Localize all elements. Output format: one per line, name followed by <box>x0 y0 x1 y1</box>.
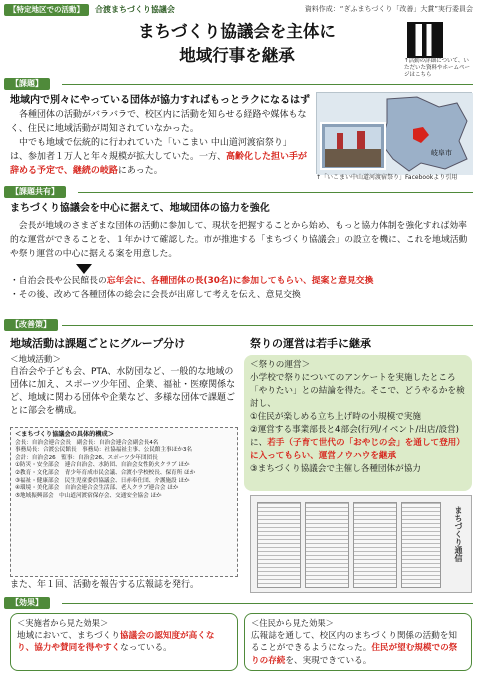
festival-item-2-text: ②運営する事業部長と4部会(行列/イベント/出店/設営)に、 <box>250 425 460 448</box>
structure-line: 会計：自治会26 監事：自治会26、スポーツ少年団団長 <box>15 454 158 461</box>
newsletter-title: まちづくり通信 <box>454 506 463 562</box>
qr-note: ↑活動の詳細について、いただいた資料やホームページはこちら <box>404 58 471 78</box>
effect-section <box>4 597 473 673</box>
issue-body-1: 各種団体の活動がバラバラで、校区内に活動を知らせる経路や媒体もなく、住民に地域活動が周知されていなかった。 <box>10 110 307 134</box>
effect-residents-subtitle: ＜住民から見た効果＞ <box>251 618 334 628</box>
effect-left-end: なっている。 <box>120 643 172 653</box>
structure-line: ③福祉・健康部会 民生児童委員協議会、日赤奉仕団、介護施設 ほか <box>15 477 190 484</box>
community-subtitle: ＜地域活動＞ <box>10 355 62 365</box>
effect-left-highlight: 協議会の認知度が高くなり、協力や賛同を得やすく <box>17 630 215 653</box>
effect-implementer-subtitle: ＜実施者から見た効果＞ <box>17 618 109 628</box>
issue-body-2 <box>10 136 308 178</box>
effect-residents-body <box>251 630 465 668</box>
title-line-2: 地域行事を継承 <box>179 46 295 65</box>
structure-line: ④環境・美化部会 自治会連合会生活部、老人クラブ連合会 ほか <box>15 485 179 492</box>
structure-line: ⑤地域振興部会 中山道河渡宿保存会、交通安全協会 ほか <box>15 492 162 499</box>
newsletter-page <box>353 502 397 588</box>
festival-body: 小学校で祭りについてのアンケートを実施したところ「やりたい」との結論を得た。そこで、どうやるかを検討し、 <box>250 373 465 409</box>
issue-body-end: にあった。 <box>117 166 163 176</box>
sharing-bullet-2: ・その後、改めて各種団体の総会に会長が出席して考えを伝え、意見交換 <box>10 290 301 300</box>
bullet-1-text: ・自治会長や公民館長の <box>10 276 107 286</box>
festival-item-3: ③まちづくり協議会で主催し各種団体が協力 <box>250 464 421 474</box>
newsletter-image <box>250 495 472 593</box>
page-title <box>118 20 356 72</box>
council-name: 合渡まちづくり協議会 <box>95 4 175 14</box>
effect-right-text: 広報誌を通して、校区内のまちづくり関係の活動を知ることができるようになった。 <box>251 630 457 653</box>
council-structure-box <box>10 427 238 577</box>
newsletter-page <box>257 502 301 588</box>
top-bar <box>4 3 473 17</box>
divider <box>62 603 473 604</box>
divider <box>62 325 473 326</box>
divider <box>78 192 473 193</box>
left-heading: 地域活動は課題ごとにグループ分け <box>10 337 186 350</box>
issue-body <box>10 108 308 178</box>
right-heading: 祭りの運営は若手に継承 <box>250 337 371 350</box>
sharing-heading: まちづくり協議会を中心に据えて、地域団体の協力を強化 <box>10 203 270 214</box>
issue-section <box>4 78 473 184</box>
map-illustration-icon <box>317 93 473 175</box>
effect-implementer-body <box>17 630 231 655</box>
festival-operation-box <box>244 355 472 491</box>
community-body: 自治会や子ども会、PTA、水防団など、一般的な地域の団体に加え、スポーツ少年団、企業、福祉・医療関係など、地域に関わる団体や企業など、多様な団体で課題ごとに部会を構成。 <box>10 367 236 417</box>
effect-left-text: 地域において、まちづくり <box>17 630 120 641</box>
structure-line: 事務局長：合渡公民館長 事務局：社協福祉主事、公民館主事ほか3名 <box>15 447 192 454</box>
effect-label: 【効果】 <box>4 597 50 609</box>
structure-title: ＜まちづくり協議会の具体的構成＞ <box>15 431 114 438</box>
title-line-1: まちづくり協議会を主体に <box>138 22 336 41</box>
area-map-and-photo <box>316 92 472 174</box>
qr-code-icon[interactable] <box>407 22 443 58</box>
plan-label: 【改善策】 <box>4 319 58 331</box>
source-credit: 資料作成：“ぎふまちづくり「改善」大賞”実行委員会 <box>304 5 473 14</box>
newsletter-note: また、年１回、活動を報告する広報誌を発行。 <box>10 580 200 590</box>
festival-subtitle: ＜祭りの運営＞ <box>250 360 311 370</box>
bullet-1-highlight: 忘年会に、各種団体の長(30名)に参加してもらい、提案と意見交換 <box>106 276 374 286</box>
issue-label: 【課題】 <box>4 78 50 90</box>
photo-caption: ↑「いこまい中山道河渡宿祭り」Facebookより引用 <box>316 174 458 181</box>
structure-line: ①防災・安全部会 連合自治会、水防団、自治会女性防火クラブ ほか <box>15 462 190 469</box>
issue-body-2-text: 中でも地域で伝統的に行われていた「いこまい 中山道河渡宿祭り」は、参加者１万人と年々規模が拡大していた。一方、 <box>10 138 292 162</box>
community-activities <box>10 355 236 418</box>
sharing-bullets <box>10 274 470 302</box>
plan-section <box>4 319 473 594</box>
effect-right-end: を、実現できている。 <box>285 655 372 666</box>
sharing-body: 会長が地域のさまざまな団体の活動に参加して、現状を把握することから始め、もっと協力体制を強化すれば効率的な運営ができることを、１年かけて確認した。市が推進する「まちづくり協議会」の設立を機に、これを地域活動や祭り運営の中心に据える案を用意した。 <box>10 221 468 259</box>
structure-line: 会長：自治会連合会長 副会長：自治会連合会副会長4名 <box>15 439 159 446</box>
festival-item-1: ①住民が楽しめる立ち上げ時の小規模で実施 <box>250 412 421 422</box>
festival-item-2 <box>250 424 466 463</box>
sharing-section <box>4 186 473 316</box>
issue-heading: 地域内で別々にやっている団体が協力すればもっとラクになるはず <box>10 95 310 106</box>
festival-item-2-highlight: 若手（子育て世代の「おやじの会」を通して登用）に入ってもらい、運営ノウハウを継承 <box>250 438 465 461</box>
down-arrow-icon <box>76 264 92 274</box>
newsletter-page <box>401 502 441 588</box>
sharing-label: 【課題共有】 <box>4 186 66 198</box>
category-tag: 【特定地区での活動】 <box>4 4 89 16</box>
issue-highlight: 高齢化した担い手が辞める予定で、継続の岐路 <box>10 152 308 176</box>
effect-right-highlight: 住民が望む規模での祭りの存続 <box>251 643 458 666</box>
newsletter-page <box>305 502 349 588</box>
divider <box>62 84 473 85</box>
effect-residents <box>244 613 472 671</box>
sharing-bullet-1 <box>10 274 470 288</box>
structure-line: ②教育・文化部会 青少年育成市民会議、合渡小学校校長、保育所 ほか <box>15 469 196 476</box>
map-place-label: 岐阜市 <box>431 149 452 157</box>
effect-implementer <box>10 613 238 671</box>
